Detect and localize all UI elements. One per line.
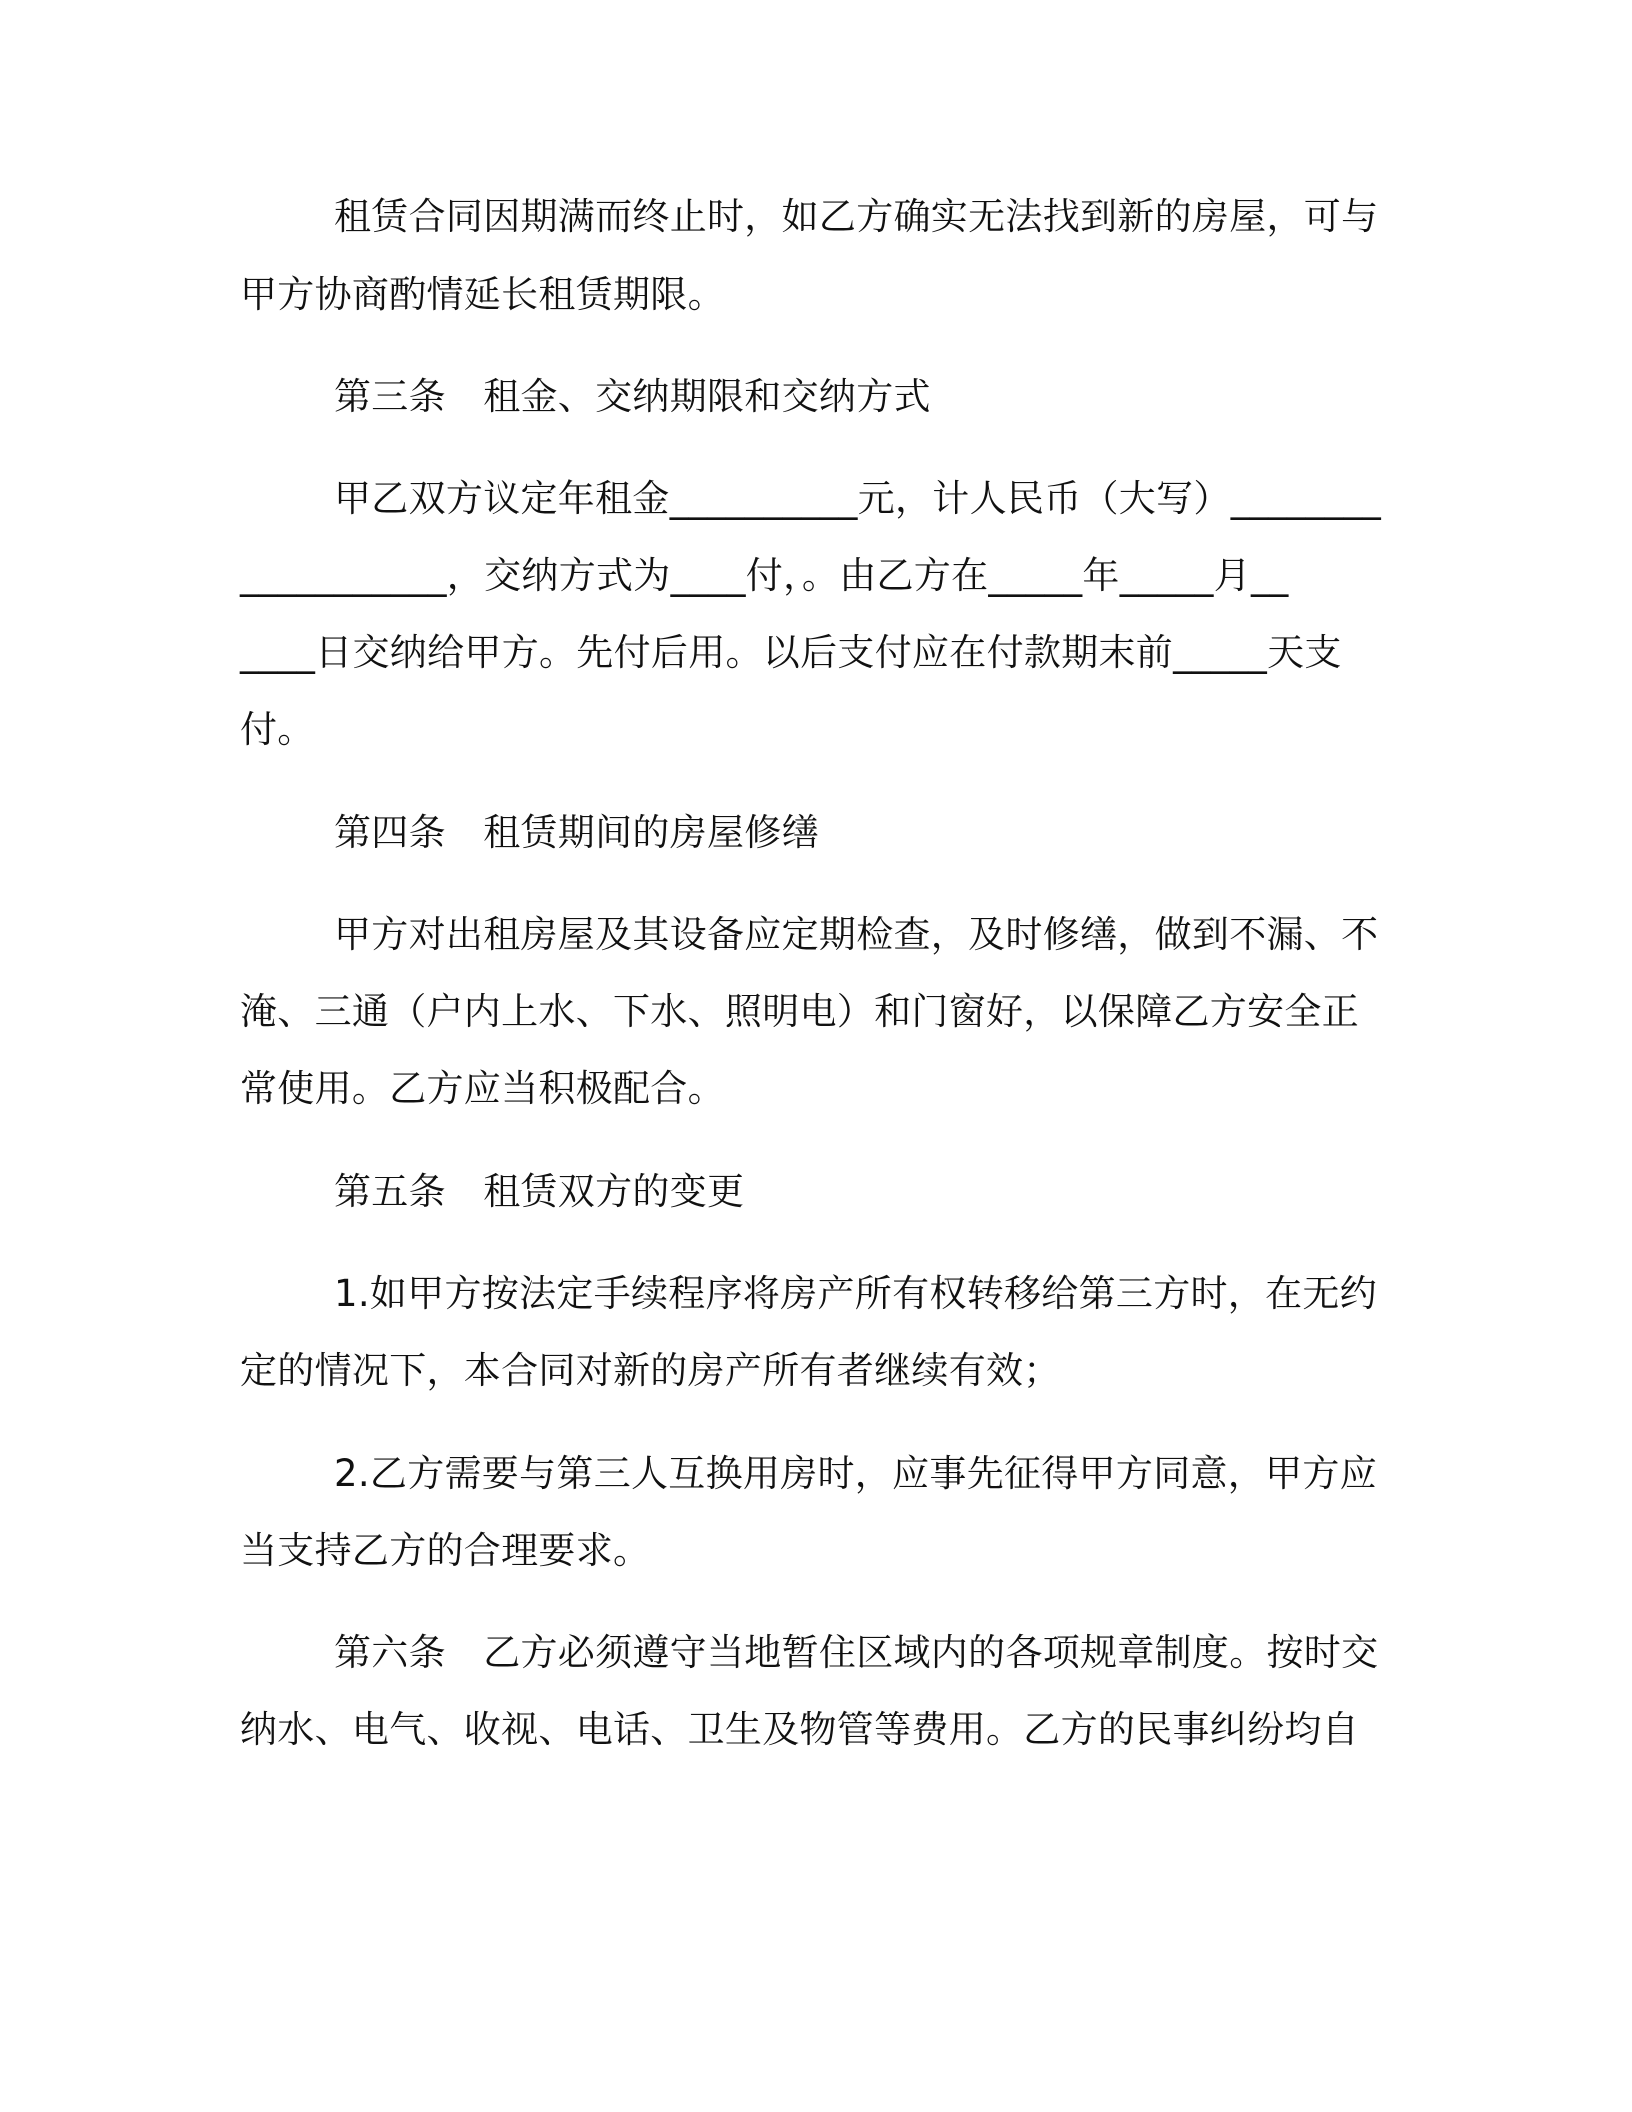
paragraph-line: 当支持乙方的合理要求。	[240, 1529, 651, 1572]
paragraph-line: 常使用。乙方应当积极配合。	[240, 1067, 725, 1110]
article-heading: 第五条 租赁双方的变更	[334, 1170, 745, 1213]
paragraph-line: 纳水、电气、收视、电话、卫生及物管等费用。乙方的民事纠纷均自	[240, 1708, 1359, 1751]
paragraph-line: 甲方对出租房屋及其设备应定期检查，及时修缮，做到不漏、不	[334, 913, 1379, 956]
paragraph-line: 淹、三通（户内上水、下水、照明电）和门窗好，以保障乙方安全正	[240, 990, 1359, 1033]
article-heading: 第三条 租金、交纳期限和交纳方式	[334, 375, 931, 418]
paragraph-line: 1.如甲方按法定手续程序将房产所有权转移给第三方时，在无约	[334, 1272, 1377, 1315]
paragraph-line: 定的情况下，本合同对新的房产所有者继续有效；	[240, 1349, 1061, 1392]
paragraph-line: 甲方协商酌情延长租赁期限。	[240, 273, 725, 316]
paragraph-line: 租赁合同因期满而终止时，如乙方确实无法找到新的房屋，可与	[334, 195, 1379, 238]
paragraph-line: 第六条 乙方必须遵守当地暂住区域内的各项规章制度。按时交	[334, 1631, 1379, 1674]
paragraph-line: 甲乙双方议定年租金__________元，计人民币（大写）________	[334, 477, 1382, 520]
paragraph-line: 2.乙方需要与第三人互换用房时，应事先征得甲方同意，甲方应	[334, 1452, 1377, 1495]
paragraph-line: ___________，交纳方式为____付，。由乙方在_____年_____月__	[240, 554, 1289, 597]
article-heading: 第四条 租赁期间的房屋修缮	[334, 811, 819, 854]
paragraph-line: ____日交纳给甲方。先付后用。以后支付应在付款期末前_____天支	[240, 631, 1342, 674]
paragraph-line: 付。	[240, 708, 315, 751]
